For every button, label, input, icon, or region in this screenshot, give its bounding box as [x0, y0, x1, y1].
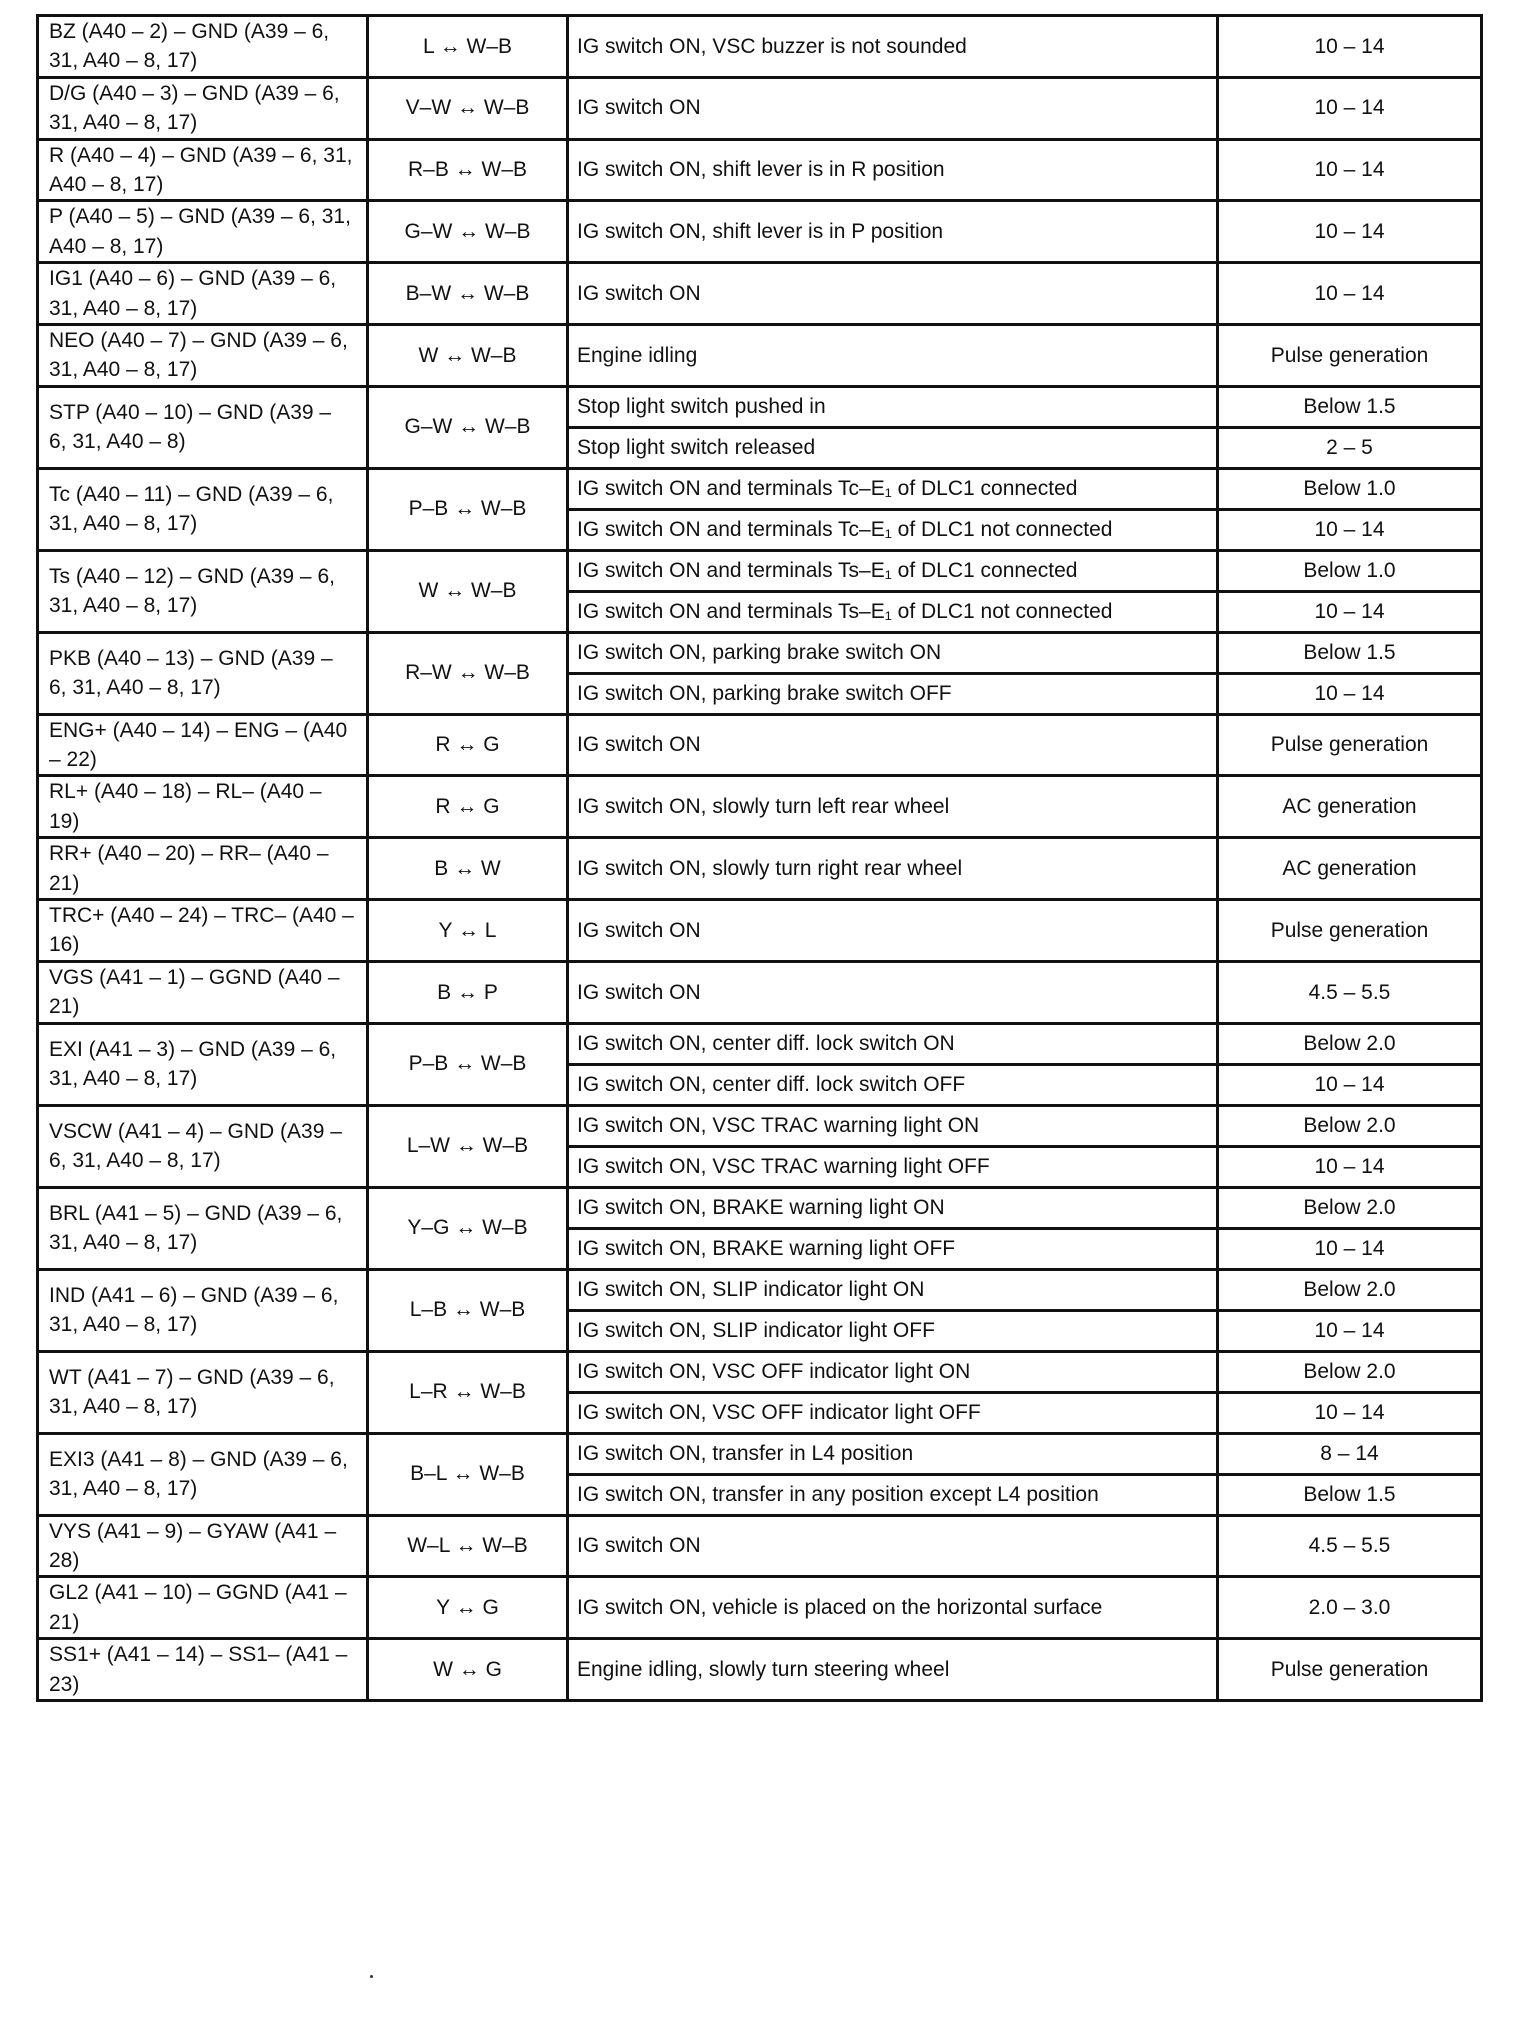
terminal-cell: VGS (A41 – 1) – GGND (A40 – 21): [38, 961, 368, 1023]
condition-cell: IG switch ON, VSC TRAC warning light ON: [568, 1105, 1218, 1146]
specified-value-cell: Below 2.0: [1218, 1269, 1482, 1310]
terminal-cell: WT (A41 – 7) – GND (A39 – 6, 31, A40 – 8, 17): [38, 1351, 368, 1433]
terminal-cell: TRC+ (A40 – 24) – TRC– (A40 – 16): [38, 900, 368, 962]
table-row: [38, 386, 1482, 427]
table-body: [38, 16, 1482, 1701]
specified-value-cell: 10 – 14: [1218, 139, 1482, 201]
wiring-color-cell: G–W ↔ W–B: [368, 201, 568, 263]
terminal-inspection-table: [36, 14, 1483, 1702]
table-row: [38, 1639, 1482, 1701]
condition-cell: IG switch ON, VSC OFF indicator light ON: [568, 1351, 1218, 1392]
wiring-color-cell: P–B ↔ W–B: [368, 468, 568, 550]
wiring-color-cell: W ↔ W–B: [368, 550, 568, 632]
condition-cell: IG switch ON, VSC OFF indicator light OFF: [568, 1392, 1218, 1433]
condition-cell: IG switch ON, BRAKE warning light ON: [568, 1187, 1218, 1228]
terminal-cell: EXI (A41 – 3) – GND (A39 – 6, 31, A40 – 8, 17): [38, 1023, 368, 1105]
terminal-cell: Ts (A40 – 12) – GND (A39 – 6, 31, A40 – 8, 17): [38, 550, 368, 632]
specified-value-cell: Pulse generation: [1218, 714, 1482, 776]
wiring-color-cell: R–B ↔ W–B: [368, 139, 568, 201]
condition-cell: IG switch ON, transfer in L4 position: [568, 1433, 1218, 1474]
table-row: [38, 263, 1482, 325]
wiring-color-cell: B ↔ W: [368, 838, 568, 900]
condition-cell: IG switch ON and terminals Ts–E₁ of DLC1 connected: [568, 550, 1218, 591]
specified-value-cell: 10 – 14: [1218, 1310, 1482, 1351]
condition-cell: IG switch ON, parking brake switch OFF: [568, 673, 1218, 714]
specified-value-cell: Below 2.0: [1218, 1187, 1482, 1228]
specified-value-cell: Below 1.0: [1218, 550, 1482, 591]
specified-value-cell: 10 – 14: [1218, 16, 1482, 78]
table-row: [38, 16, 1482, 78]
table-row: [38, 776, 1482, 838]
condition-cell: IG switch ON, transfer in any position except L4 position: [568, 1474, 1218, 1515]
terminal-cell: NEO (A40 – 7) – GND (A39 – 6, 31, A40 – 8, 17): [38, 324, 368, 386]
specified-value-cell: 10 – 14: [1218, 1064, 1482, 1105]
specified-value-cell: 10 – 14: [1218, 1392, 1482, 1433]
wiring-color-cell: L–R ↔ W–B: [368, 1351, 568, 1433]
page-mark: [370, 1975, 373, 1978]
condition-cell: IG switch ON: [568, 961, 1218, 1023]
specified-value-cell: Pulse generation: [1218, 324, 1482, 386]
condition-cell: IG switch ON: [568, 77, 1218, 139]
table-row: [38, 714, 1482, 776]
specified-value-cell: Below 2.0: [1218, 1351, 1482, 1392]
condition-cell: IG switch ON, shift lever is in P position: [568, 201, 1218, 263]
wiring-color-cell: B–W ↔ W–B: [368, 263, 568, 325]
specified-value-cell: Below 2.0: [1218, 1105, 1482, 1146]
wiring-color-cell: W ↔ G: [368, 1639, 568, 1701]
specified-value-cell: 10 – 14: [1218, 591, 1482, 632]
condition-cell: IG switch ON, shift lever is in R position: [568, 139, 1218, 201]
condition-cell: IG switch ON, VSC TRAC warning light OFF: [568, 1146, 1218, 1187]
terminal-cell: ENG+ (A40 – 14) – ENG – (A40 – 22): [38, 714, 368, 776]
table-row: [38, 1105, 1482, 1146]
table-row: [38, 1187, 1482, 1228]
wiring-color-cell: L ↔ W–B: [368, 16, 568, 78]
table-row: [38, 201, 1482, 263]
wiring-color-cell: R ↔ G: [368, 776, 568, 838]
terminal-cell: STP (A40 – 10) – GND (A39 – 6, 31, A40 – 8): [38, 386, 368, 468]
wiring-color-cell: W ↔ W–B: [368, 324, 568, 386]
terminal-cell: PKB (A40 – 13) – GND (A39 – 6, 31, A40 – 8, 17): [38, 632, 368, 714]
specified-value-cell: 10 – 14: [1218, 1146, 1482, 1187]
table-row: [38, 1023, 1482, 1064]
specified-value-cell: Below 1.0: [1218, 468, 1482, 509]
terminal-cell: VYS (A41 – 9) – GYAW (A41 – 28): [38, 1515, 368, 1577]
specified-value-cell: Below 1.5: [1218, 386, 1482, 427]
terminal-cell: IG1 (A40 – 6) – GND (A39 – 6, 31, A40 – 8, 17): [38, 263, 368, 325]
specified-value-cell: 10 – 14: [1218, 77, 1482, 139]
condition-cell: IG switch ON and terminals Ts–E₁ of DLC1 not connected: [568, 591, 1218, 632]
wiring-color-cell: V–W ↔ W–B: [368, 77, 568, 139]
wiring-color-cell: W–L ↔ W–B: [368, 1515, 568, 1577]
wiring-color-cell: B–L ↔ W–B: [368, 1433, 568, 1515]
condition-cell: IG switch ON, parking brake switch ON: [568, 632, 1218, 673]
wiring-color-cell: R ↔ G: [368, 714, 568, 776]
terminal-cell: BZ (A40 – 2) – GND (A39 – 6, 31, A40 – 8, 17): [38, 16, 368, 78]
condition-cell: IG switch ON: [568, 1515, 1218, 1577]
specified-value-cell: Below 2.0: [1218, 1023, 1482, 1064]
terminal-cell: VSCW (A41 – 4) – GND (A39 – 6, 31, A40 – 8, 17): [38, 1105, 368, 1187]
terminal-cell: R (A40 – 4) – GND (A39 – 6, 31, A40 – 8, 17): [38, 139, 368, 201]
wiring-color-cell: Y–G ↔ W–B: [368, 1187, 568, 1269]
specified-value-cell: 4.5 – 5.5: [1218, 1515, 1482, 1577]
terminal-cell: GL2 (A41 – 10) – GGND (A41 – 21): [38, 1577, 368, 1639]
table-row: [38, 1351, 1482, 1392]
condition-cell: IG switch ON: [568, 714, 1218, 776]
condition-cell: IG switch ON, SLIP indicator light ON: [568, 1269, 1218, 1310]
condition-cell: IG switch ON, vehicle is placed on the horizontal surface: [568, 1577, 1218, 1639]
condition-cell: IG switch ON: [568, 900, 1218, 962]
condition-cell: Stop light switch released: [568, 427, 1218, 468]
table-row: [38, 900, 1482, 962]
condition-cell: IG switch ON, center diff. lock switch ON: [568, 1023, 1218, 1064]
specified-value-cell: 4.5 – 5.5: [1218, 961, 1482, 1023]
condition-cell: Engine idling: [568, 324, 1218, 386]
condition-cell: Stop light switch pushed in: [568, 386, 1218, 427]
table-row: [38, 550, 1482, 591]
table-row: [38, 961, 1482, 1023]
specified-value-cell: 10 – 14: [1218, 1228, 1482, 1269]
specified-value-cell: Below 1.5: [1218, 632, 1482, 673]
condition-cell: IG switch ON, BRAKE warning light OFF: [568, 1228, 1218, 1269]
wiring-color-cell: G–W ↔ W–B: [368, 386, 568, 468]
condition-cell: IG switch ON and terminals Tc–E₁ of DLC1 not connected: [568, 509, 1218, 550]
specified-value-cell: 10 – 14: [1218, 509, 1482, 550]
terminal-cell: P (A40 – 5) – GND (A39 – 6, 31, A40 – 8, 17): [38, 201, 368, 263]
specified-value-cell: Below 1.5: [1218, 1474, 1482, 1515]
condition-cell: IG switch ON, slowly turn left rear wheel: [568, 776, 1218, 838]
condition-cell: IG switch ON and terminals Tc–E₁ of DLC1 connected: [568, 468, 1218, 509]
wiring-color-cell: Y ↔ L: [368, 900, 568, 962]
table-row: [38, 324, 1482, 386]
terminal-cell: BRL (A41 – 5) – GND (A39 – 6, 31, A40 – 8, 17): [38, 1187, 368, 1269]
wiring-color-cell: L–W ↔ W–B: [368, 1105, 568, 1187]
terminal-cell: Tc (A40 – 11) – GND (A39 – 6, 31, A40 – 8, 17): [38, 468, 368, 550]
specified-value-cell: AC generation: [1218, 838, 1482, 900]
specified-value-cell: 2.0 – 3.0: [1218, 1577, 1482, 1639]
wiring-color-cell: B ↔ P: [368, 961, 568, 1023]
terminal-cell: RL+ (A40 – 18) – RL– (A40 – 19): [38, 776, 368, 838]
table-row: [38, 1269, 1482, 1310]
condition-cell: IG switch ON, slowly turn right rear wheel: [568, 838, 1218, 900]
condition-cell: IG switch ON: [568, 263, 1218, 325]
table-row: [38, 1515, 1482, 1577]
terminal-cell: RR+ (A40 – 20) – RR– (A40 – 21): [38, 838, 368, 900]
specified-value-cell: AC generation: [1218, 776, 1482, 838]
specified-value-cell: 2 – 5: [1218, 427, 1482, 468]
table-row: [38, 139, 1482, 201]
wiring-color-cell: Y ↔ G: [368, 1577, 568, 1639]
specified-value-cell: Pulse generation: [1218, 1639, 1482, 1701]
specified-value-cell: Pulse generation: [1218, 900, 1482, 962]
terminal-cell: D/G (A40 – 3) – GND (A39 – 6, 31, A40 – 8, 17): [38, 77, 368, 139]
specified-value-cell: 10 – 14: [1218, 201, 1482, 263]
wiring-color-cell: R–W ↔ W–B: [368, 632, 568, 714]
table-row: [38, 1577, 1482, 1639]
wiring-color-cell: L–B ↔ W–B: [368, 1269, 568, 1351]
table-row: [38, 77, 1482, 139]
terminal-cell: IND (A41 – 6) – GND (A39 – 6, 31, A40 – 8, 17): [38, 1269, 368, 1351]
terminal-cell: SS1+ (A41 – 14) – SS1– (A41 – 23): [38, 1639, 368, 1701]
specified-value-cell: 10 – 14: [1218, 263, 1482, 325]
table-row: [38, 632, 1482, 673]
condition-cell: Engine idling, slowly turn steering wheel: [568, 1639, 1218, 1701]
condition-cell: IG switch ON, SLIP indicator light OFF: [568, 1310, 1218, 1351]
specified-value-cell: 8 – 14: [1218, 1433, 1482, 1474]
table-row: [38, 1433, 1482, 1474]
condition-cell: IG switch ON, center diff. lock switch OFF: [568, 1064, 1218, 1105]
table-row: [38, 838, 1482, 900]
terminal-cell: EXI3 (A41 – 8) – GND (A39 – 6, 31, A40 – 8, 17): [38, 1433, 368, 1515]
table-row: [38, 468, 1482, 509]
wiring-color-cell: P–B ↔ W–B: [368, 1023, 568, 1105]
condition-cell: IG switch ON, VSC buzzer is not sounded: [568, 16, 1218, 78]
specified-value-cell: 10 – 14: [1218, 673, 1482, 714]
